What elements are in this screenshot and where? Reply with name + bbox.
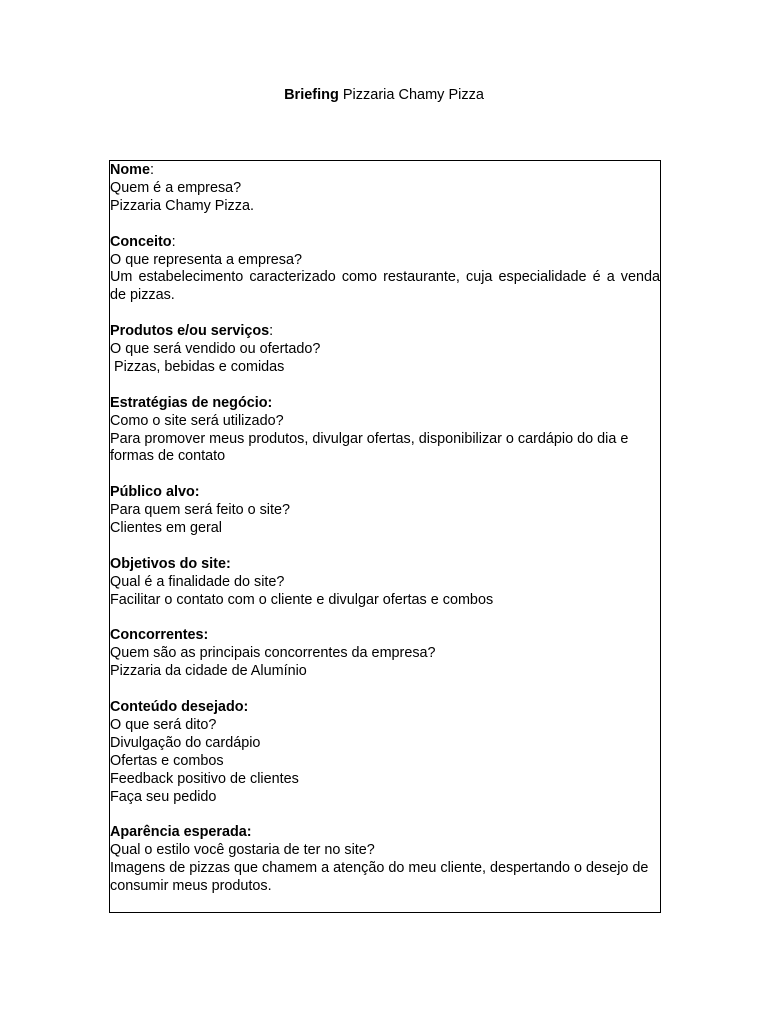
document-title [0, 86, 768, 104]
section-conteudo [110, 699, 660, 806]
briefing-box [109, 160, 661, 913]
section-heading: Estratégias de negócio: [110, 394, 273, 411]
section-objetivos [110, 556, 660, 610]
section-answer: Pizzaria da cidade de Alumínio [110, 663, 307, 680]
title-bold-word: Briefing [284, 87, 339, 103]
section-question: Quem é a empresa? [110, 179, 242, 196]
section-answer: Um estabelecimento caracterizado como restaurante, cuja especialidade é a venda de pizzas. [110, 269, 660, 304]
section-answer: Facilitar o contato com o cliente e divulgar ofertas e combos [110, 591, 494, 608]
section-heading: Objetivos do site: [110, 555, 231, 572]
section-heading: Concorrentes: [110, 627, 209, 644]
section-question: O que será vendido ou ofertado? [110, 341, 321, 358]
section-question: Para quem será feito o site? [110, 502, 290, 519]
section-heading: Produtos e/ou serviços [110, 323, 270, 340]
section-answer: Clientes em geral [110, 520, 222, 537]
section-heading: Nome [110, 162, 150, 178]
section-question: O que representa a empresa? [110, 251, 302, 268]
section-answer: Para promover meus produtos, divulgar ofertas, disponibilizar o cardápio do dia e formas de contato [110, 430, 629, 465]
section-conceito [110, 234, 660, 306]
heading-colon: : [269, 323, 274, 340]
section-concorrentes [110, 627, 660, 681]
list-item: Divulgação do cardápio [110, 734, 261, 751]
section-heading: Conteúdo desejado: [110, 699, 249, 716]
section-answer: Pizzaria Chamy Pizza. [110, 197, 254, 214]
section-question: Qual o estilo você gostaria de ter no site? [110, 842, 375, 859]
section-heading: Conceito [110, 233, 172, 250]
section-aparencia [110, 824, 660, 896]
list-item: Ofertas e combos [110, 752, 224, 769]
section-answer: Imagens de pizzas que chamem a atenção do meu cliente, despertando o desejo de consumir meus produtos. [110, 860, 649, 895]
title-rest: Pizzaria Chamy Pizza [338, 87, 484, 103]
section-heading: Público alvo: [110, 484, 200, 501]
section-question: Qual é a finalidade do site? [110, 573, 285, 590]
section-heading: Aparência esperada: [110, 824, 252, 841]
heading-colon: : [171, 233, 176, 250]
section-question: Como o site será utilizado? [110, 412, 284, 429]
section-nome [110, 162, 660, 216]
section-question: Quem são as principais concorrentes da empresa? [110, 645, 436, 662]
section-produtos [110, 323, 660, 377]
list-item: Feedback positivo de clientes [110, 770, 299, 787]
section-publico [110, 484, 660, 538]
section-estrategias [110, 395, 660, 467]
section-answer: Pizzas, bebidas e comidas [114, 358, 285, 375]
section-question: O que será dito? [110, 716, 217, 733]
heading-colon: : [149, 162, 154, 178]
list-item: Faça seu pedido [110, 788, 217, 805]
